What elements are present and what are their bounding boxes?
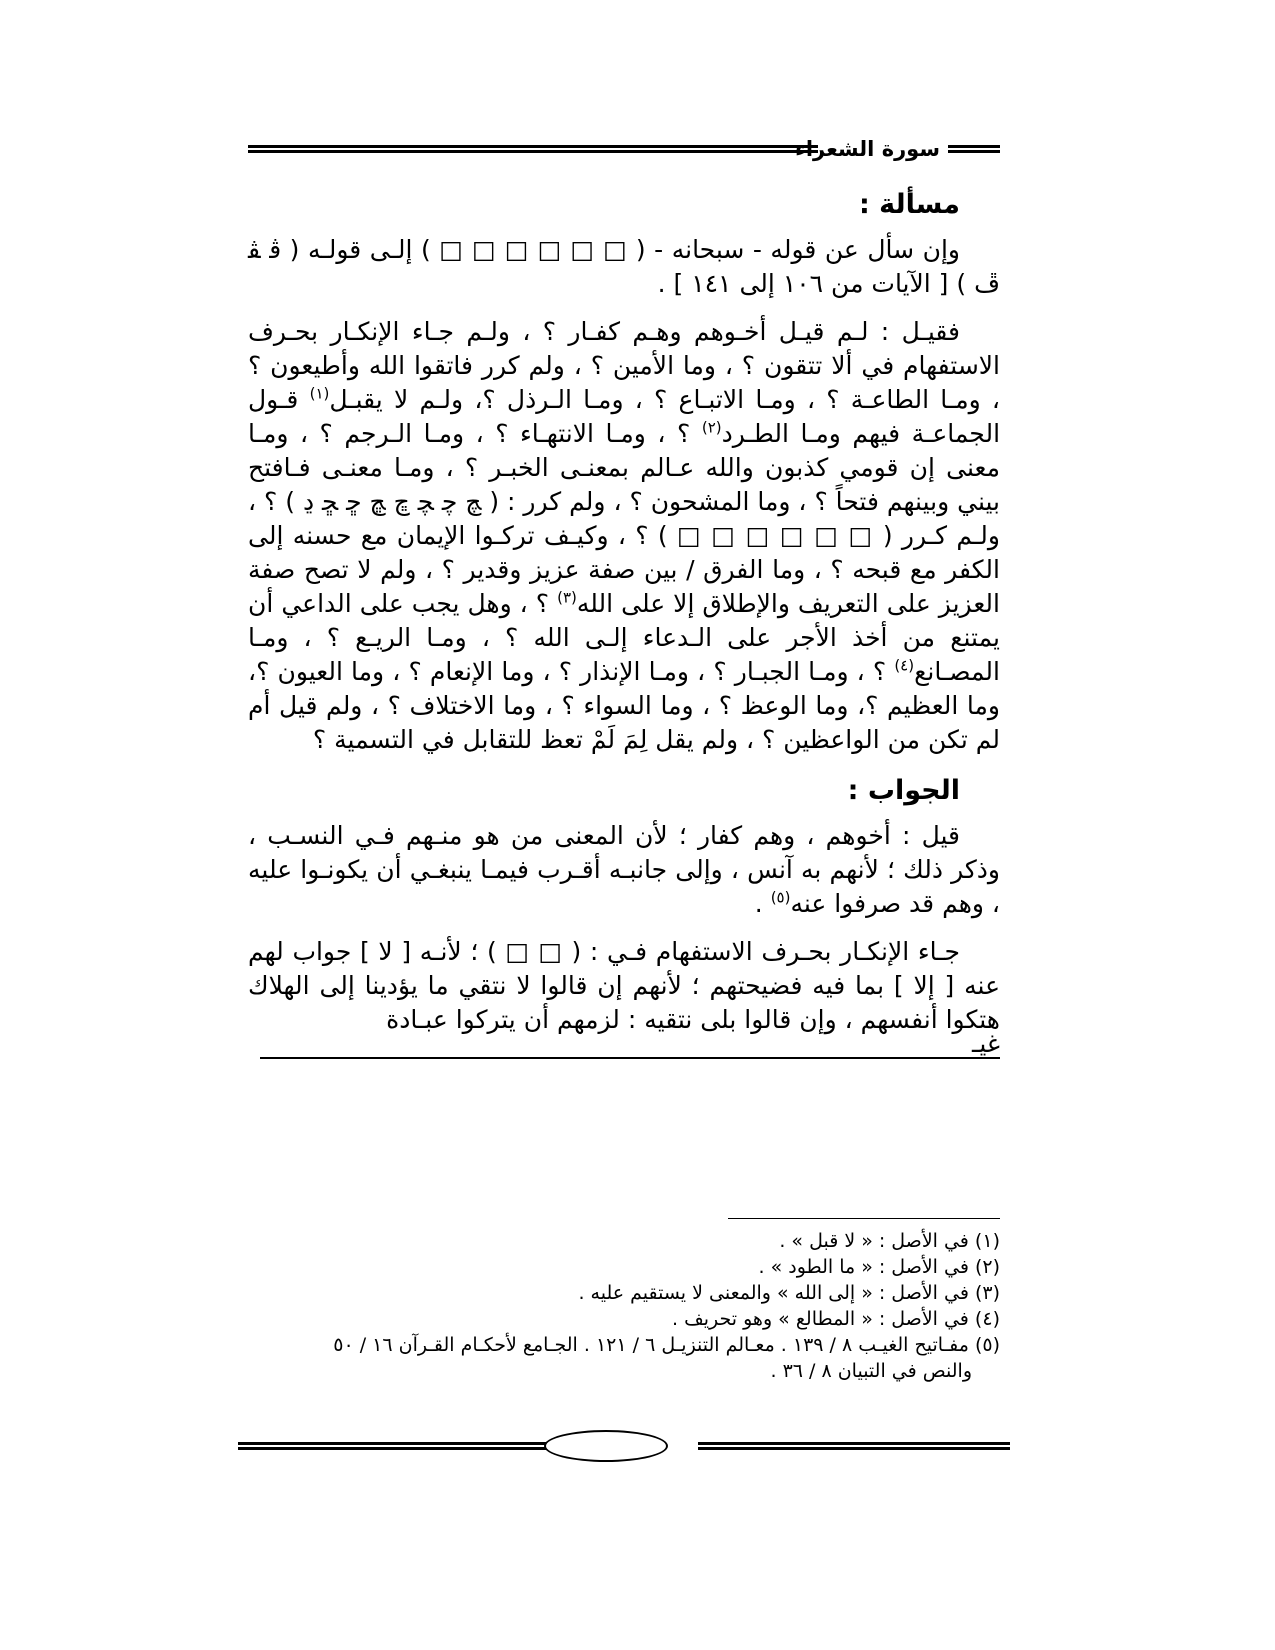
page-footer-ornament (248, 1426, 1000, 1466)
footer-rule-left (238, 1442, 550, 1450)
footnotes (248, 1228, 1000, 1384)
answer-paragraph-2: جـاء الإنكـار بحـرف الاستفهام فـي : ( □ □ ) ؛ لأنـه [ لا ] جواب لهم عنه [ إلا ] بما فيه فضيحتهم ؛ لأنهم إن قالوا لا نتقي ما يؤدينا إلى الهلاك هتكوا أنفسهم ، وإن قالوا بلى نتقيه : لزمهم أن يتركوا عبـادة (248, 937, 1000, 1034)
question-text-part-5: ؟ ، ومـا الجبـار ؟ ، ومـا الإنذار ؟ ، وما الإنعام ؟ ، وما العيون ؟، وما العظيم ؟، وما الوعظ ؟ ، وما السواء ؟ ، وما الاختلاف ؟ ، ولم قيل أم لم تكن من الواعظين ؟ ، ولم يقل لِمَ لَمْ تعظ للتقابل في التسمية ؟ (248, 657, 1000, 754)
surah-title: سورة الشعراء (795, 137, 940, 161)
answer-heading: الجواب : (847, 775, 960, 806)
header-rule-long (248, 145, 818, 153)
footnote-4: (٤) في الأصل : « المطالع » وهو تحريف . (672, 1308, 1000, 1330)
question-verse-paragraph: وإن سأل عن قوله - سبحانه - ( □ □ □ □ □ □ ) إلـى قولـه ( ﭬ ﭭ ﭮ ) [ الآيات من ١٠٦ إلى ١٤١ ] . (248, 235, 1000, 298)
footnote-ref-1[interactable]: (١) (309, 384, 330, 403)
question-text-part-1: فقيـل : لـم قيـل أخـوهم وهـم كفـار ؟ ، ولـم جـاء الإنكـار بحـرف الاستفهام في ألا تتقون ؟ ، وما الأمين ؟ ، ولم كرر فاتقوا الله وأطيعون ؟ ، ومـا الطاعـة ؟ ، ومـا الاتبـاع ؟ ، ومـا الـرذل ؟، ولـم لا يقبـل (248, 317, 1000, 414)
footnote-3: (٣) في الأصل : « إلى الله » والمعنى لا يستقيم عليه . (578, 1282, 1000, 1304)
question-text-part-4: ؟ ، وهل يجب على الداعي أن يمتنع من أخذ الأجر على الـدعاء إلـى الله ؟ ، ومـا الريـع ؟ ، ومـا المصـانع (248, 589, 1000, 686)
page-header (248, 131, 1000, 167)
answer-text-part-1: قيل : أخوهم ، وهم كفار ؛ لأن المعنى من هو منـهم فـي النسـب ، وذكر ذلك ؛ لأنهم به آنس ، وإلى جانبـه أقـرب فيمـا ينبغـي أن يكونـوا عليه ، وهم قد صرفوا عنه (248, 821, 1000, 918)
footnote-ref-3[interactable]: (٣) (557, 588, 577, 607)
question-body-paragraph (248, 315, 1000, 757)
footnote-2: (٢) في الأصل : « ما الطود » . (758, 1256, 1000, 1278)
page-number-oval (544, 1430, 668, 1462)
footnote-5-continuation: والنص في التبيان ٨ / ٣٦ . (770, 1360, 972, 1382)
footnote-5: (٥) مفـاتيح الغيـب ٨ / ١٣٩ . معـالم التنزيـل ٦ / ١٢١ . الجـامع لأحكـام القـرآن ١٦ / ٥٠ (333, 1334, 1000, 1356)
footnote-ref-2[interactable]: (٢) (701, 418, 722, 437)
document-page (248, 0, 1000, 1650)
continuation-line (260, 1029, 1000, 1059)
question-heading: مسألة : (858, 189, 960, 220)
footer-rule-right (698, 1442, 1010, 1450)
footnote-ref-5[interactable]: (٥) (770, 888, 791, 907)
question-text-part-3: ؟ ، ومـا الانتهـاء ؟ ، ومـا الـرجم ؟ ، ومـا معنى إن قومي كذبون والله عـالم بمعنـى الخبـر ؟ ، ومـا معنـى فـافتح بيني وبينهم فتحاً ؟ ، وما المشحون ؟ ، ولم كرر : ( ﭻ ﭼ ﭽ ﭾ ﭿ ﮀ ﮁ ﮂ ) ؟ ، ولـم كـرر ( □ □ □ □ □ □ ) ؟ ، وكيـف تركـوا الإيمان مع حسنه إلى الكفر مع قبحه ؟ ، وما الفرق / بين صفة عزيز وقدير ؟ ، ولم لا تصح صفة العزيز على التعريف والإطلاق إلا على الله (248, 419, 1000, 618)
answer-paragraph-1 (248, 819, 1000, 921)
footnote-ref-4[interactable]: (٤) (894, 656, 915, 675)
footnote-1: (١) في الأصل : « لا قبل » . (779, 1230, 1000, 1252)
header-rule-short (948, 145, 1000, 153)
answer-text-part-2: . (754, 889, 771, 918)
main-text (248, 185, 1000, 1059)
continuation-word: غيـ (972, 1029, 1000, 1058)
question-text-part-2: قـول الجماعـة فيهم ومـا الطـرد (248, 385, 1001, 448)
footnote-separator (728, 1218, 1000, 1219)
